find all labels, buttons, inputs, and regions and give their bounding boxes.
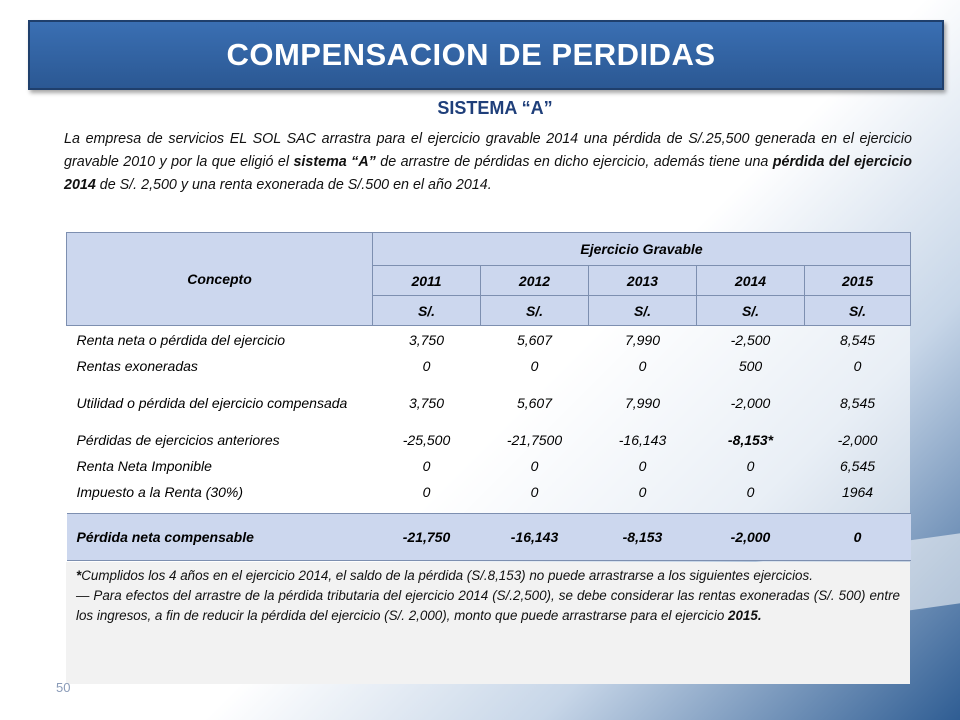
row-concept: Renta neta o pérdida del ejercicio: [76, 332, 286, 348]
row-value: 6,545: [839, 458, 876, 474]
row-value: 0: [853, 358, 862, 374]
row-value: 0: [530, 358, 539, 374]
table-spacer-row: [67, 505, 911, 514]
year-header: 2013: [589, 266, 697, 296]
row-value: 3,750: [408, 332, 445, 348]
table-row: [67, 379, 911, 427]
table-row: [67, 479, 911, 505]
row-value: 3,750: [408, 395, 445, 411]
row-value: 0: [638, 458, 647, 474]
result-row: [67, 514, 911, 561]
row-value: -2,000: [837, 432, 878, 448]
note-1-text: Cumplidos los 4 años en el ejercicio 2014, el saldo de la pérdida (S/.8,153) no puede arrastrarse a los siguientes ejercicios.: [81, 568, 813, 583]
note-2: [76, 586, 900, 626]
note-2-bold: 2015.: [728, 608, 762, 623]
currency-header: S/.: [589, 296, 697, 326]
row-value: 0: [638, 484, 647, 500]
row-value: 8,545: [839, 332, 876, 348]
currency-header: S/.: [805, 296, 911, 326]
row-value: 8,545: [839, 395, 876, 411]
table-row: [67, 453, 911, 479]
year-header: 2015: [805, 266, 911, 296]
compensation-table: [66, 232, 911, 561]
row-value: -25,500: [402, 432, 451, 448]
row-value: 0: [638, 358, 647, 374]
row-value: 7,990: [624, 332, 661, 348]
row-value: 0: [746, 458, 755, 474]
compensation-table-wrap: [66, 232, 910, 557]
table-row: [67, 326, 911, 354]
row-value: 500: [738, 358, 763, 374]
row-value: 0: [530, 484, 539, 500]
table-row: [67, 353, 911, 379]
year-header: 2014: [697, 266, 805, 296]
currency-header: S/.: [373, 296, 481, 326]
row-value: 5,607: [516, 332, 553, 348]
title-banner: [28, 20, 944, 90]
currency-header: S/.: [697, 296, 805, 326]
row-value: -8,153*: [727, 432, 774, 448]
result-value: -16,143: [481, 514, 589, 561]
row-concept: Rentas exoneradas: [76, 358, 198, 374]
note-2-text: — Para efectos del arrastre de la pérdida tributaria del ejercicio 2014 (S/.2,500), se debe considerar las rentas exoneradas (S/. 500) entre los ingresos, a fin de reducir la pérdida del ejercicio (S/. 2,000), monto que puede arrastrarse para el ejercicio: [76, 588, 900, 623]
row-value: 0: [422, 458, 431, 474]
row-value: -16,143: [618, 432, 667, 448]
result-value: -21,750: [373, 514, 481, 561]
row-concept: Impuesto a la Renta (30%): [76, 484, 244, 500]
section-subtitle: SISTEMA “A”: [437, 98, 553, 118]
currency-header: S/.: [481, 296, 589, 326]
result-value: 0: [805, 514, 911, 561]
row-concept: Renta Neta Imponible: [76, 458, 212, 474]
page-title: COMPENSACION DE PERDIDAS: [226, 37, 716, 72]
row-value: 0: [422, 484, 431, 500]
result-value: -2,000: [697, 514, 805, 561]
intro-text-3: de S/. 2,500 y una renta exonerada de S/.500 en el año 2014.: [95, 177, 492, 193]
row-value: 5,607: [516, 395, 553, 411]
notes-box: [66, 562, 910, 684]
intro-bold-2: pérdida del ejercicio 2014: [64, 154, 912, 193]
result-value: -8,153: [589, 514, 697, 561]
year-header: 2012: [481, 266, 589, 296]
intro-bold-1: sistema “A”: [293, 154, 376, 170]
page-number: 50: [56, 680, 71, 695]
row-value: -2,000: [730, 395, 771, 411]
intro-paragraph: [64, 128, 912, 197]
row-concept: Pérdidas de ejercicios anteriores: [76, 432, 280, 448]
note-1-star: *: [76, 568, 82, 583]
group-header: Ejercicio Gravable: [373, 233, 911, 266]
year-header: 2011: [373, 266, 481, 296]
note-1: [76, 566, 900, 586]
row-value: -21,7500: [506, 432, 563, 448]
row-value: 1964: [841, 484, 874, 500]
intro-text-1: La empresa de servicios EL SOL SAC arrastra para el ejercicio gravable 2014 una pérdida de S/.25,500 generada en el ejercicio gravable 2010 y por la que eligió el: [64, 131, 912, 170]
row-value: -2,500: [730, 332, 771, 348]
table-row: [67, 427, 911, 453]
concept-header: Concepto: [67, 233, 373, 326]
result-concept: Pérdida neta compensable: [67, 514, 373, 561]
row-concept: Utilidad o pérdida del ejercicio compensada: [76, 395, 348, 411]
row-value: 0: [530, 458, 539, 474]
row-value: 0: [746, 484, 755, 500]
row-value: 0: [422, 358, 431, 374]
intro-text-2: de arrastre de pérdidas en dicho ejercicio, además tiene una: [375, 154, 773, 170]
row-value: 7,990: [624, 395, 661, 411]
